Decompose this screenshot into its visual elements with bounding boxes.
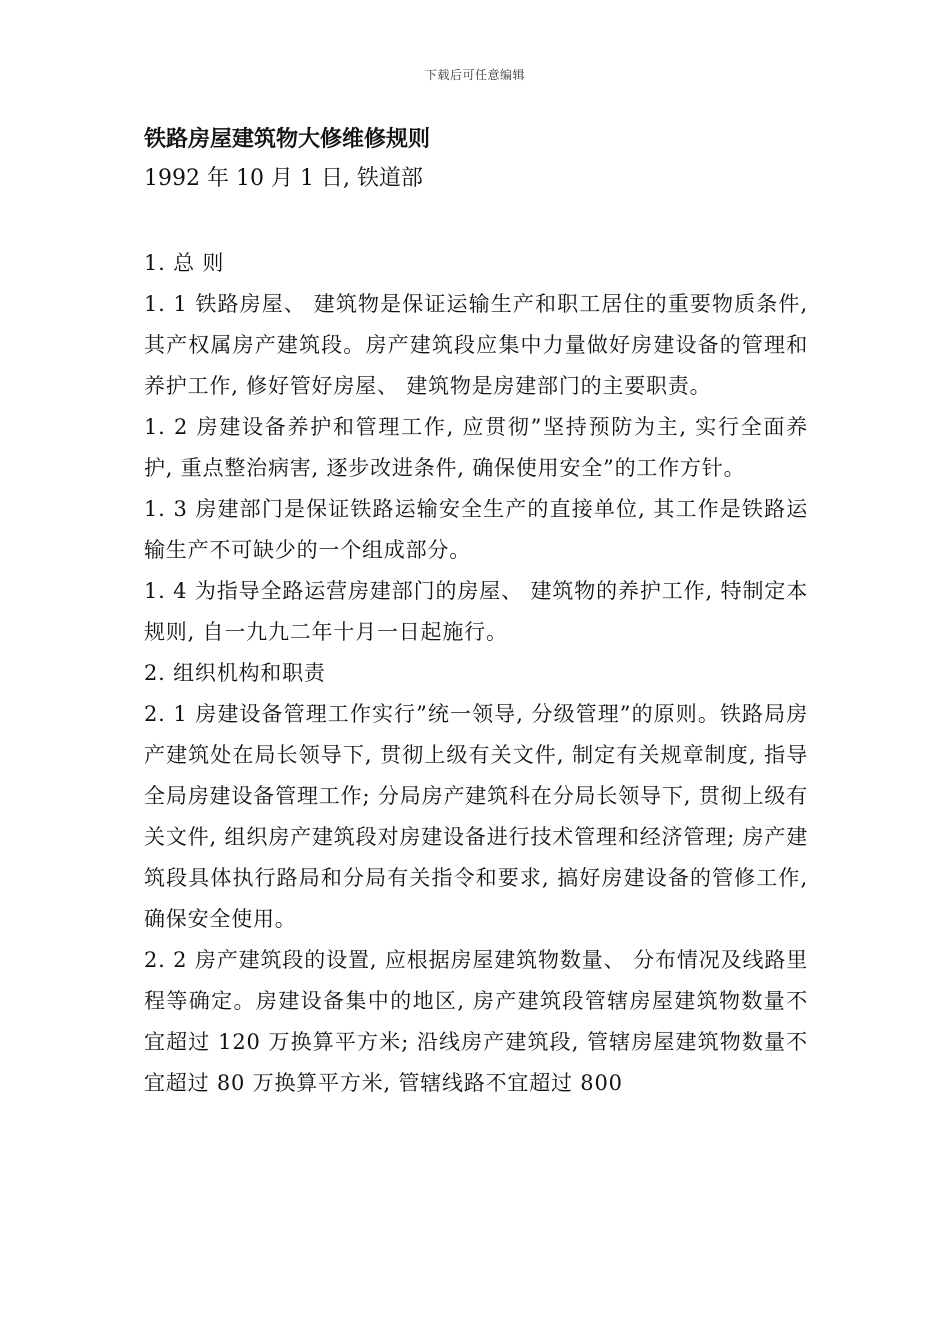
paragraph-1-4: 1. 4 为指导全路运营房建部门的房屋、 建筑物的养护工作, 特制定本规则, 自一九九二年十月一日起施行。: [144, 579, 808, 644]
paragraph-2-1: 2. 1 房建设备管理工作实行”统一领导, 分级管理”的原则。铁路局房产建筑处在局长领导下, 贯彻上级有关文件, 制定有关规章制度, 指导全局房建设备管理工作; 分局房产建筑科在分局长领导下, 贯彻上级有关文件, 组织房产建筑段对房建设备进行技术管理和经济管理; 房产建筑段具体执行路局和分局有关指令和要求, 搞好房建设备的管修工作, 确保安全使用。: [144, 702, 808, 931]
paragraph-1-2: 1. 2 房建设备养护和管理工作, 应贯彻”坚持预防为主, 实行全面养护, 重点整治病害, 逐步改进条件, 确保使用安全”的工作方针。: [144, 415, 808, 480]
header-note: 下载后可任意编辑: [424, 68, 525, 82]
section-heading-organization: 2. 组织机构和职责: [144, 661, 326, 685]
paragraph-2-2: 2. 2 房产建筑段的设置, 应根据房屋建筑物数量、 分布情况及线路里程等确定。房建设备集中的地区, 房产建筑段管辖房屋建筑物数量不宜超过 120 万换算平方米; 沿线房产建筑段, 管辖房屋建筑物数量不宜超过 80 万换算平方米, 管辖线路不宜超过 800: [144, 948, 808, 1095]
document-date-line: 1992 年 10 月 1 日, 铁道部: [144, 166, 423, 191]
document-body: [144, 243, 808, 1104]
paragraph-1-3: 1. 3 房建部门是保证铁路运输安全生产的直接单位, 其工作是铁路运输生产不可缺少的一个组成部分。: [144, 497, 808, 562]
document-title: 铁路房屋建筑物大修维修规则: [144, 126, 431, 152]
paragraph-1-1: 1. 1 铁路房屋、 建筑物是保证运输生产和职工居住的重要物质条件, 其产权属房产建筑段。房产建筑段应集中力量做好房建设备的管理和养护工作, 修好管好房屋、 建筑物是房建部门的主要职责。: [144, 292, 808, 398]
section-heading-general: 1. 总 则: [144, 251, 225, 275]
